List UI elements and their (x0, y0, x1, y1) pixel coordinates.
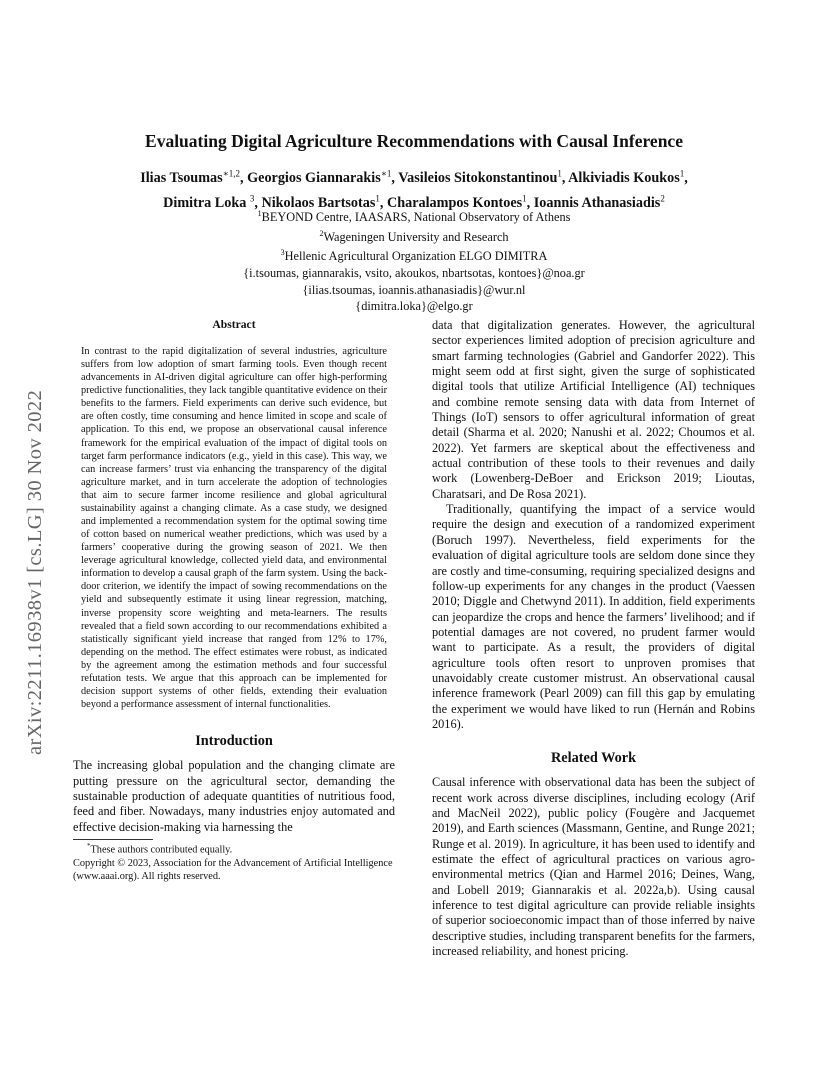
introduction-paragraph-2: Traditionally, quantifying the impact of a service would require the design and execution of a randomized experiment (Boruch 1997). Nevertheless, field experiments for the evaluation of digital agriculture tools are seldom done since they are costly and time-consuming, requiring specialized designs and follow-up experiments for any changes in the product (Vaessen 2010; Diggle and Chetwynd 2011). In addition, field experiments can jeopardize the crops and hence the farmers’ livelihood; and if potential damages are not covered, no prudent farmer would want to participate. As a result, the providers of digital agriculture tools often resort to unproven promises that unavoidably create customer mistrust. An observational causal inference framework (Pearl 2009) can fill this gap by emulating the experiment we would have liked to run (Hernán and Robins 2016). (432, 502, 755, 731)
author-3: Vasileios Sitokonstantinou$^1$, (398, 168, 569, 186)
footnote-equal-contribution: *These authors contributed equally. (87, 841, 233, 856)
affiliations (80, 206, 748, 315)
introduction-paragraph-1-start: The increasing global population and the changing climate are putting pressure on the agricultural sector, demanding the sustainable production of adequate quantities of nutritious food, feed and fiber. Nowadays, many industries enjoy automated and effective decision-making via harnessing the (73, 758, 395, 834)
affiliation-1: $^1$BEYOND Centre, IAASARS, National Observatory of Athens (257, 209, 571, 225)
author-6: Nikolaos Bartsotas$^1$, (261, 193, 387, 212)
copyright-notice: Copyright © 2023, Association for the Advancement of Artificial Intelligence (www.aaai.org). All rights reserved. (73, 857, 393, 883)
email-elgo: {dimitra.loka}@elgo.gr (355, 299, 473, 314)
abstract-text: In contrast to the rapid digitalization of several industries, agriculture suffers from low adoption of smart farming tools. Even though recent advancements in AI-driven digital agriculture can offer high-performing predictive functionalities, they lack tangible quantitative evidence on their benefits to the farmers. Field experiments can derive such evidence, but are often costly, time consuming and hence limited in scope and scale of application. To this end, we propose an observational causal inference framework for the empirical evaluation of the impact of digital tools on target farm performance indicators (e.g., yield in this case). This way, we can increase farmers’ trust via enhancing the transparency of the digital agriculture market, and in turn accelerate the adoption of technologies that aim to secure farmer income resilience and global agricultural sustainability against a changing climate. As a case study, we designed and implemented a recommendation system for the optimal sowing time of cotton based on numerical weather predictions, which was used by a farmers’ cooperative during the growing season of 2021. We then leverage agricultural knowledge, collected yield data, and environmental information to develop a causal graph of the farm system. Using the back-door criterion, we identify the impact of sowing recommendations on the yield and subsequently estimate it using linear regression, matching, inverse propensity score weighting and meta-learners. The results revealed that a field sown according to our recommendations exhibited a statistically significant yield increase that ranged from 12% to 17%, depending on the method. The effect estimates were robust, as indicated by the agreement among the estimation methods and four successful refutation tests. We argue that this approach can be implemented for decision support systems of other fields, extending their evaluation beyond a performance assessment of internal functionalities. (81, 346, 387, 711)
paper-title: Evaluating Digital Agriculture Recommendations with Causal Inference (145, 131, 683, 151)
affiliation-3: $^3$Hellenic Agricultural Organization ELGO DIMITRA (280, 248, 548, 264)
author-8: Ioannis Athanasiadis$^2$ (533, 193, 665, 212)
right-column (432, 318, 755, 959)
arxiv-identifier: arXiv:2211.16938v1 [cs.LG] 30 Nov 2022 (24, 389, 46, 755)
email-noa: {i.tsoumas, giannarakis, vsito, akoukos, nbartsotas, kontoes}@noa.gr (243, 266, 585, 281)
introduction-heading: Introduction (195, 733, 273, 750)
author-1: Ilias Tsoumas$^{∗1,2}$, (140, 168, 248, 186)
author-5: Dimitra Loka $^3$, (163, 193, 262, 212)
left-column (73, 318, 395, 884)
introduction-paragraph-1-continued: data that digitalization generates. However, the agricultural sector experiences limited adoption of precision agriculture and smart farming technologies (Gabriel and Gandorfer 2022). This might seem odd at first sight, given the surge of sophisticated digital tools that utilize Artificial Intelligence (AI) techniques and combine remote sensing data with data from Internet of Things (IoT) sensors to offer agricultural information of great detail (Sharma et al. 2020; Nanushi et al. 2022; Choumos et al. 2022). Yet farmers are skeptical about the effectiveness and actual contribution of these tools to their revenues and daily work (Lowenberg-DeBoer and Erickson 2019; Lioutas, Charatsari, and De Rosa 2021). (432, 318, 755, 501)
author-7: Charalampos Kontoes$^1$, (386, 193, 534, 212)
related-work-heading: Related Work (550, 750, 637, 767)
affiliation-2: $^2$Wageningen University and Research (319, 228, 509, 244)
related-work-paragraph: Causal inference with observational data has been the subject of recent work across diverse disciplines, including ecology (Arif and MacNeil 2022), public policy (Fougère and Jacquemet 2019), and Earth sciences (Massmann, Gentine, and Runge 2021; Runge et al. 2019). In agriculture, it has been used to identify and estimate the effect of agricultural practices on various agro-environmental metrics (Qian and Harmel 2016; Deines, Wang, and Lobell 2019; Giannarakis et al. 2022a,b). Using causal inference to test digital agriculture can provide reliable insights of superior socioeconomic impact than of those inferred by naive descriptive studies, including transparent benefits for the farmers, increased reliability, and honest pricing. (432, 775, 755, 959)
author-4: Alkiviadis Koukos$^1$, (568, 168, 688, 186)
abstract-heading: Abstract (212, 318, 256, 331)
author-2: Georgios Giannarakis$^{∗1}$, (247, 168, 399, 186)
email-wur: {ilias.tsoumas, ioannis.athanasiadis}@wur.nl (302, 282, 526, 297)
